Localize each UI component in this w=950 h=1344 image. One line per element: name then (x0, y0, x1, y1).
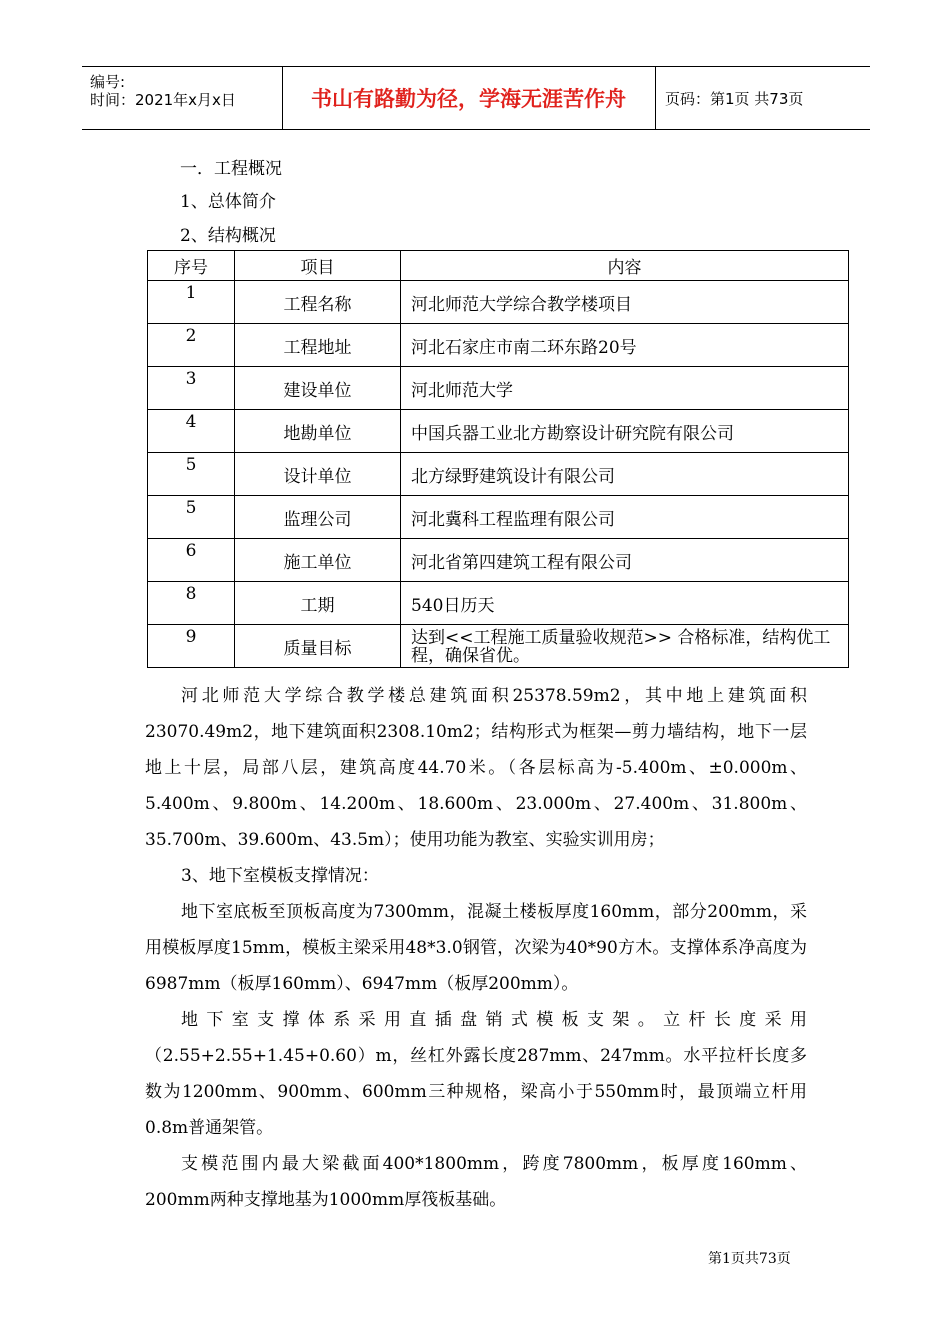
header-content: 内容 (401, 251, 849, 281)
number-label: 编号: (90, 73, 126, 91)
header-meta (82, 67, 283, 129)
row-item: 质量目标 (235, 625, 401, 668)
row-content: 中国兵器工业北方勘察设计研究院有限公司 (401, 410, 849, 453)
row-content: 河北石家庄市南二环东路20号 (401, 324, 849, 367)
section-heading-structure: 2、结构概况 (180, 226, 276, 246)
row-no: 5 (148, 496, 235, 539)
paragraph-beam-section: 支模范围内最大梁截面400*1800mm，跨度7800mm，板厚度160mm、200mm两种支撑地基为1000mm厚筏板基础。 (145, 1154, 807, 1210)
table-row (148, 410, 849, 453)
row-no: 9 (148, 625, 235, 668)
row-item: 监理公司 (235, 496, 401, 539)
row-item: 建设单位 (235, 367, 401, 410)
table-row (148, 582, 849, 625)
table-row (148, 539, 849, 582)
table-row (148, 496, 849, 539)
row-no: 8 (148, 582, 235, 625)
project-info-table (147, 250, 849, 668)
header-no: 序号 (148, 251, 235, 281)
row-no: 1 (148, 281, 235, 324)
row-content: 河北冀科工程监理有限公司 (401, 496, 849, 539)
section-heading-intro: 1、总体简介 (180, 192, 276, 212)
row-no: 4 (148, 410, 235, 453)
row-item: 设计单位 (235, 453, 401, 496)
row-no: 3 (148, 367, 235, 410)
table-row (148, 367, 849, 410)
section-heading-basement: 3、地下室模板支撑情况： (181, 866, 379, 886)
time-label: 时间：2021年x月x日 (90, 91, 236, 109)
row-item: 工程地址 (235, 324, 401, 367)
table-row (148, 453, 849, 496)
row-item: 施工单位 (235, 539, 401, 582)
paragraph-building-overview: 河北师范大学综合教学楼总建筑面积25378.59m2，其中地上建筑面积23070.49m2，地下建筑面积2308.10m2；结构形式为框架—剪力墙结构，地下一层地上十层，局部八层，建筑高度44.70米。（各层标高为-5.400m、±0.000m、5.400m、9.800m、14.200m、18.600m、23.000m、27.400m、31.800m、35.700m、39.600m、43.5m）；使用功能为教室、实验实训用房； (145, 686, 807, 850)
header-item: 项目 (235, 251, 401, 281)
table-header-row (148, 251, 849, 281)
row-content: 河北省第四建筑工程有限公司 (401, 539, 849, 582)
header-page-info (655, 67, 870, 129)
table-row (148, 281, 849, 324)
header-slogan: 书山有路勤为径，学海无涯苦作舟 (282, 67, 656, 129)
row-content: 河北师范大学综合教学楼项目 (401, 281, 849, 324)
row-content: 北方绿野建筑设计有限公司 (401, 453, 849, 496)
row-no: 6 (148, 539, 235, 582)
page-info-text: 页码：第1页 共73页 (665, 89, 804, 108)
row-item: 工程名称 (235, 281, 401, 324)
row-content: 河北师范大学 (401, 367, 849, 410)
row-content: 540日历天 (401, 582, 849, 625)
section-heading-overview: 一．工程概况 (180, 159, 282, 179)
table-row (148, 625, 849, 668)
row-item: 地勘单位 (235, 410, 401, 453)
row-content: 达到<<工程施工质量验收规范>> 合格标准，结构优工程，确保省优。 (401, 625, 849, 668)
table-row (148, 324, 849, 367)
paragraph-basement-formwork: 地下室底板至顶板高度为7300mm，混凝土楼板厚度160mm，部分200mm，采用模板厚度15mm，模板主梁采用48*3.0钢管，次梁为40*90方木。支撑体系净高度为6987mm（板厚160mm）、6947mm（板厚200mm）。 (145, 902, 807, 994)
row-item: 工期 (235, 582, 401, 625)
page-footer: 第1页共73页 (708, 1251, 791, 1267)
paragraph-support-system: 地下室支撑体系采用直插盘销式模板支架。立杆长度采用（2.55+2.55+1.45+0.60）m，丝杠外露长度287mm、247mm。水平拉杆长度多数为1200mm、900mm、600mm三种规格，梁高小于550mm时，最顶端立杆用0.8m普通架管。 (145, 1010, 807, 1138)
page-header (82, 66, 870, 130)
row-no: 2 (148, 324, 235, 367)
row-no: 5 (148, 453, 235, 496)
